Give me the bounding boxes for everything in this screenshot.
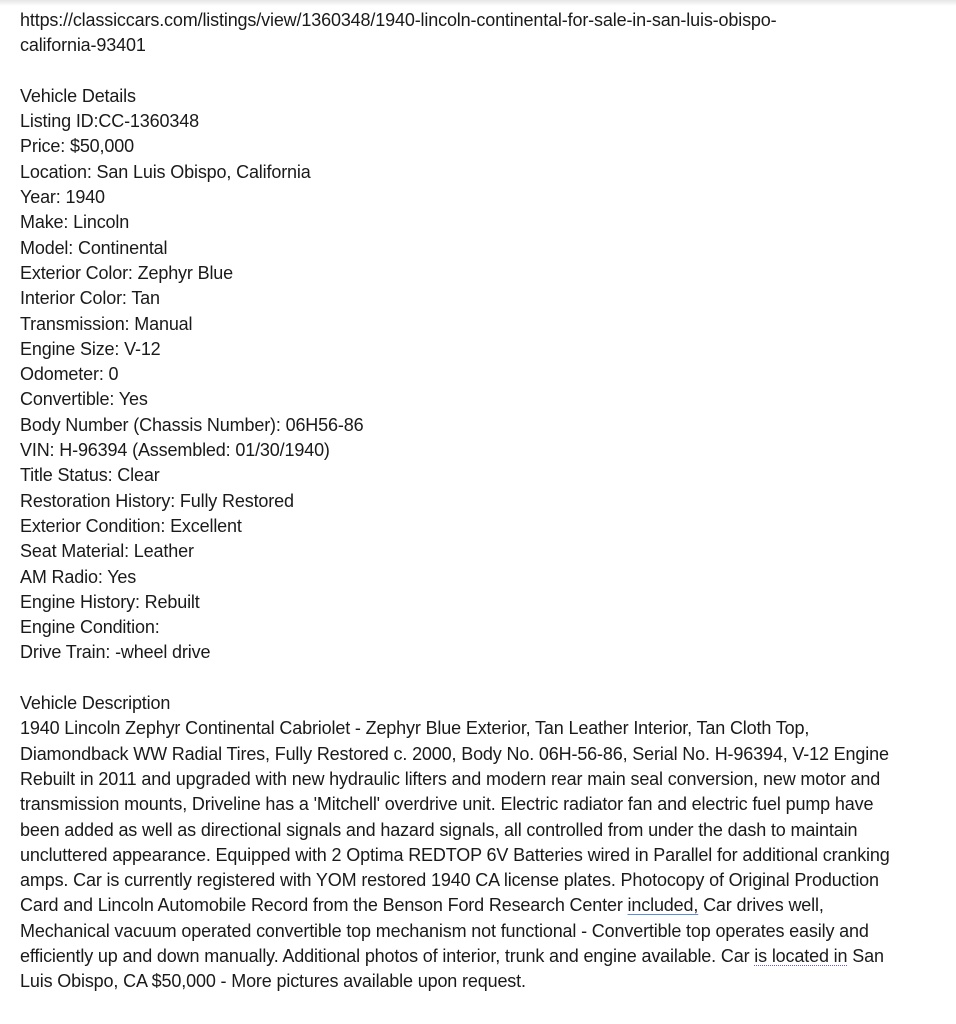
vehicle-description-text <box>20 716 900 994</box>
vehicle-details-heading: Vehicle Details <box>20 85 136 106</box>
detail-seat-material: Seat Material: Leather <box>20 541 194 562</box>
vehicle-description-section <box>20 691 920 995</box>
detail-year: Year: 1940 <box>20 187 105 208</box>
detail-engine-condition: Engine Condition: <box>20 617 160 638</box>
detail-location: Location: San Luis Obispo, California <box>20 161 311 182</box>
detail-engine-history: Engine History: Rebuilt <box>20 591 200 612</box>
detail-am-radio: AM Radio: Yes <box>20 566 137 587</box>
detail-vin: VIN: H-96394 (Assembled: 01/30/1940) <box>20 440 330 461</box>
detail-transmission: Transmission: Manual <box>20 313 193 334</box>
description-text-part: 1940 Lincoln Zephyr Continental Cabriolet - Zephyr Blue Exterior, Tan Leather Interior, Tan Cloth Top, Diamondback WW Radial Tires, Fully Restored c. 2000, Body No. 06H-56-86, Serial No. H-96394, V-12 Engine Rebuilt in 2011 and upgraded with new hydraulic lifters and modern rear main seal conversion, new motor and transmission mounts, Driveline has a 'Mitchell' overdrive unit. Electric radiator fan and electric fuel pump have been added as well as directional signals and hazard signals, all controlled from under the dash to maintain uncluttered appearance. Equipped with 2 Optima REDTOP 6V Batteries wired in Parallel for additional cranking amps. Car is currently registered with YOM restored 1940 CA license plates. Photocopy of Original Production Card and Lincoln Automobile Record from the Benson Ford Research Center <box>20 718 890 916</box>
detail-odometer: Odometer: 0 <box>20 364 119 385</box>
listing-url-line-1: https://classiccars.com/listings/view/1360348/1940-lincoln-continental-for-sale-in-san-luis-obispo- <box>20 10 777 30</box>
detail-price: Price: $50,000 <box>20 136 134 157</box>
detail-body-number: Body Number (Chassis Number): 06H56-86 <box>20 414 364 435</box>
detail-title-status: Title Status: Clear <box>20 465 160 486</box>
grammar-flag-is-located-in[interactable]: is located in <box>754 945 848 966</box>
detail-model: Model: Continental <box>20 237 168 258</box>
detail-exterior-color: Exterior Color: Zephyr Blue <box>20 262 234 283</box>
blank-line <box>20 59 920 84</box>
detail-engine-size: Engine Size: V-12 <box>20 338 161 359</box>
description-text-part: San Luis Obispo, CA $50,000 - More pictures available upon request. <box>20 945 884 992</box>
grammar-flag-included[interactable]: included, <box>627 895 699 916</box>
detail-drive-train: Drive Train: -wheel drive <box>20 642 211 663</box>
detail-restoration-history: Restoration History: Fully Restored <box>20 490 294 511</box>
detail-listing-id: Listing ID:CC-1360348 <box>20 111 199 132</box>
detail-convertible: Convertible: Yes <box>20 389 148 410</box>
listing-url-line-2: california-93401 <box>20 35 146 56</box>
blank-line <box>20 666 920 691</box>
detail-exterior-condition: Exterior Condition: Excellent <box>20 515 242 536</box>
description-text-part: Car drives well, Mechanical vacuum operated convertible top mechanism not functional - Convertible top operates easily and efficiently up and down manually. Additional photos of interior, trunk and engine available. Car <box>20 895 869 966</box>
detail-interior-color: Interior Color: Tan <box>20 288 160 309</box>
window-top-edge <box>0 0 956 6</box>
vehicle-description-heading: Vehicle Description <box>20 693 171 714</box>
detail-make: Make: Lincoln <box>20 212 130 233</box>
document-body <box>20 8 920 995</box>
vehicle-details-section <box>20 84 920 666</box>
